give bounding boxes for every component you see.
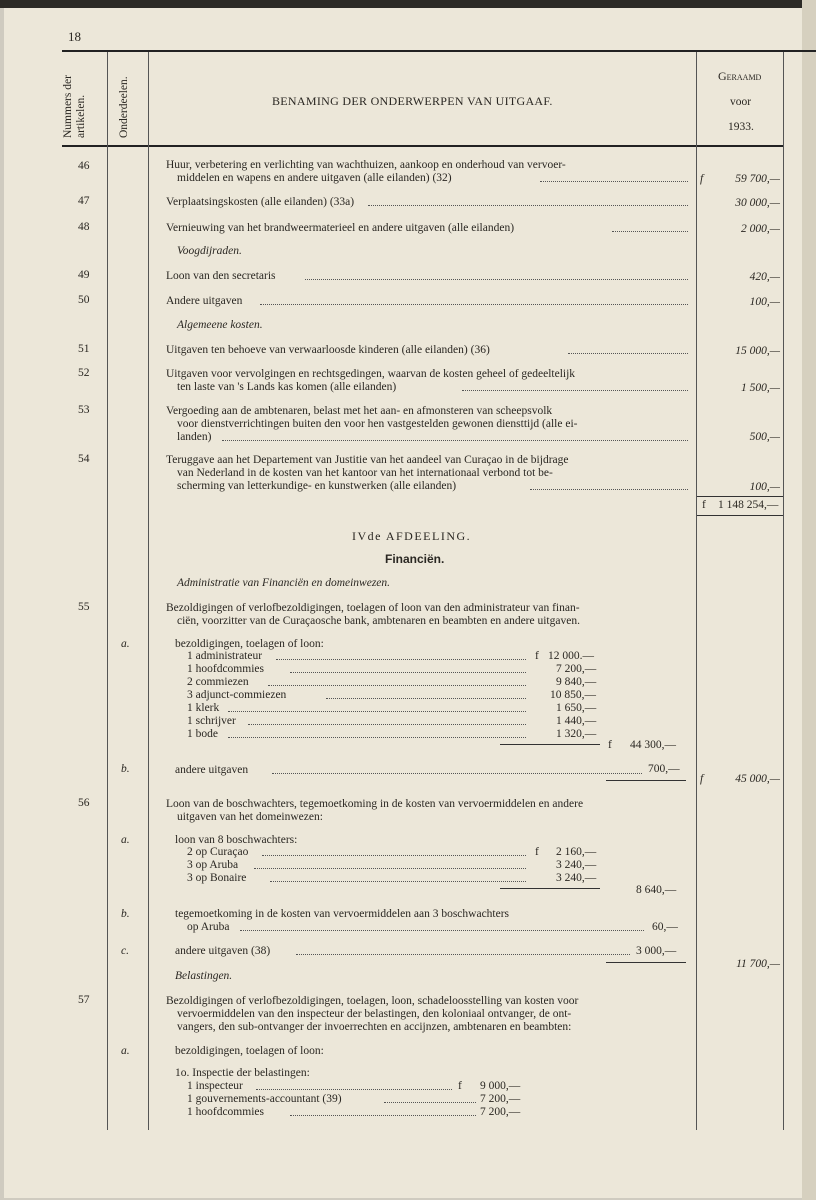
art-56-b-line2: op Aruba [187, 921, 230, 933]
list-item-currency: f [535, 650, 539, 662]
art-53-line2: voor dienstverrichtingen buiten den voor hen vastgestelden gewonen diensttijd (alle ei- [177, 418, 578, 430]
heading-belastingen: Belastingen. [175, 970, 233, 982]
list-item-label: 1 schrijver [187, 715, 236, 727]
art-50-amount: 100,— [749, 296, 780, 308]
art-57-sub-heading: 1o. Inspectie der belastingen: [175, 1067, 310, 1079]
art-55-a-heading: bezoldigingen, toelagen of loon: [175, 638, 324, 650]
art-51-amount: 15 000,— [735, 345, 780, 357]
list-item-amount: 2 160,— [556, 846, 597, 858]
sum-rule [606, 780, 686, 781]
heading-algemeene-kosten: Algemeene kosten. [177, 319, 263, 331]
list-item-label: 2 op Curaçao [187, 846, 249, 858]
heading-voogdijraden: Voogdijraden. [177, 245, 242, 257]
art-55-b-label: andere uitgaven [175, 764, 249, 776]
header-estimate-1: Geraamd [718, 69, 762, 83]
list-item-label: 1 klerk [187, 702, 220, 714]
leader-dots [262, 855, 526, 856]
art-55-part-b: b. [121, 763, 130, 775]
art-56-c-amount: 3 000,— [636, 945, 677, 957]
list-item-amount: 10 850,— [550, 689, 596, 701]
art-54-amount: 100,— [749, 481, 780, 493]
art-46-amount: 59 700,— [735, 173, 780, 185]
art-47-amount: 30 000,— [735, 197, 780, 209]
leader-dots [384, 1102, 476, 1103]
col-rule-4 [783, 52, 784, 1130]
art-55-part-a: a. [121, 638, 130, 650]
art-55-line1: Bezoldigingen of verlofbezoldigingen, toelagen of loon van den administrateur van finan- [166, 602, 580, 614]
art-56-part-a: a. [121, 834, 130, 846]
header-estimate-2: voor [730, 96, 752, 108]
art-51-line1: Uitgaven ten behoeve van verwaarloosde kinderen (alle eilanden) (36) [166, 344, 490, 356]
leader-dots [530, 489, 688, 490]
list-item-currency: f [535, 846, 539, 858]
leader-dots [305, 279, 688, 280]
art-46-line1: Huur, verbetering en verlichting van wachthuizen, aankoop en onderhoud van vervoer- [166, 159, 566, 171]
art-57-part-a: a. [121, 1045, 130, 1057]
header-numbers: Nummers der artikelen. [62, 75, 87, 138]
page-number: 18 [68, 29, 81, 44]
leader-dots [260, 304, 688, 305]
art-57-a-heading: bezoldigingen, toelagen of loon: [175, 1045, 324, 1057]
art-56-a-heading: loon van 8 boschwachters: [175, 834, 298, 846]
art-56-total: 11 700,— [736, 958, 780, 970]
art-53-line3: landen) [177, 431, 212, 443]
leader-dots [568, 353, 688, 354]
art-57-line2: vervoermiddelen van den inspecteur der belastingen, den koloniaal ontvanger, de ont- [177, 1008, 572, 1020]
art-52-number: 52 [78, 367, 90, 379]
art-57-line1: Bezoldigingen of verlofbezoldigingen, toelagen, loon, schadeloosstelling van kosten voor [166, 995, 579, 1007]
art-46-line2: middelen en wapens en andere uitgaven (alle eilanden) (32) [177, 172, 452, 184]
section-title: Financiën. [385, 552, 445, 566]
list-item-label: 1 hoofdcommies [187, 663, 264, 675]
art-52-amount: 1 500,— [741, 382, 780, 394]
leader-dots [248, 724, 526, 725]
list-item-amount: 1 320,— [556, 728, 597, 740]
section-subheading: Administratie van Financiën en domeinwezen. [177, 577, 391, 589]
art-47-number: 47 [78, 195, 90, 207]
leader-dots [540, 181, 688, 182]
list-item-label: 3 op Bonaire [187, 872, 247, 884]
leader-dots [462, 390, 688, 391]
art-56-part-c: c. [121, 945, 129, 957]
leader-dots [228, 737, 526, 738]
art-48-line1: Vernieuwing van het brandweermaterieel en andere uitgaven (alle eilanden) [166, 222, 515, 234]
art-54-line3: scherming van letterkundige- en kunstwerken (alle eilanden) [177, 480, 457, 492]
art-55-a-total-currency: f [608, 739, 612, 751]
col-rule-3 [696, 52, 697, 1130]
section-afdeeling: IVde AFDEELING. [352, 529, 472, 543]
art-53-amount: 500,— [749, 431, 780, 443]
list-item-currency: f [458, 1080, 462, 1092]
art-50-number: 50 [78, 294, 90, 306]
art-53-number: 53 [78, 404, 90, 416]
header-title: BENAMING DER ONDERWERPEN VAN UITGAAF. [272, 94, 553, 108]
list-item-amount: 1 440,— [556, 715, 597, 727]
leader-dots [276, 659, 526, 660]
art-56-b-line1: tegemoetkoming in de kosten van vervoermiddelen aan 3 boschwachters [175, 908, 510, 920]
list-item-amount: 3 240,— [556, 872, 597, 884]
art-56-number: 56 [78, 797, 90, 809]
art-49-line1: Loon van den secretaris [166, 270, 276, 282]
art-57-line3: vangers, den sub-ontvanger der invoerrechten en accijnzen, ambtenaren en beambten: [177, 1021, 572, 1033]
art-48-amount: 2 000,— [741, 223, 780, 235]
list-item-label: 3 adjunct-commiezen [187, 689, 287, 701]
list-item-label: 1 gouvernements-accountant (39) [187, 1093, 342, 1105]
col-rule-1 [107, 52, 108, 1130]
art-55-a-total: 44 300,— [630, 739, 676, 751]
leader-dots [256, 1089, 452, 1090]
art-56-a-total: 8 640,— [636, 884, 677, 896]
leader-dots [368, 205, 688, 206]
sum-rule [500, 744, 600, 745]
leader-dots [254, 868, 526, 869]
list-item-label: 1 bode [187, 728, 218, 740]
art-56-b-amount: 60,— [652, 921, 678, 933]
art-55-total-currency: f [700, 773, 704, 785]
art-50-line1: Andere uitgaven [166, 295, 243, 307]
art-48-number: 48 [78, 221, 90, 233]
list-item-label: 2 commiezen [187, 676, 249, 688]
art-54-line2: van Nederland in de kosten van het kantoor van het internationaal verbond tot be- [177, 467, 553, 479]
leader-dots [290, 672, 526, 673]
header-top-rule [62, 50, 816, 52]
art-49-amount: 420,— [749, 271, 780, 283]
col-rule-2 [148, 52, 149, 1130]
header-estimate-3: 1933. [728, 121, 754, 133]
leader-dots [326, 698, 526, 699]
art-55-b-amount: 700,— [648, 763, 680, 775]
art-55-number: 55 [78, 601, 90, 613]
leader-dots [270, 881, 526, 882]
leader-dots [240, 930, 644, 931]
leader-dots [228, 711, 526, 712]
header-bottom-rule [62, 145, 784, 147]
scan-right-edge [802, 0, 816, 1200]
header-parts: Onderdeelen. [118, 76, 130, 138]
art-56-line1: Loon van de boschwachters, tegemoetkoming in de kosten van vervoermiddelen en andere [166, 798, 584, 810]
list-item-amount: 1 650,— [556, 702, 597, 714]
subtotal-amount: 1 148 254,— [718, 499, 779, 511]
scan-top-edge [0, 0, 816, 8]
leader-dots [290, 1115, 476, 1116]
art-47-line1: Verplaatsingskosten (alle eilanden) (33a) [166, 196, 355, 208]
list-item-amount: 7 200,— [556, 663, 597, 675]
art-52-line2: ten laste van 's Lands kas komen (alle eilanden) [177, 381, 397, 393]
art-53-line1: Vergoeding aan de ambtenaren, belast met het aan- en afmonsteren van scheepsvolk [166, 405, 553, 417]
art-49-number: 49 [78, 269, 90, 281]
art-56-c-label: andere uitgaven (38) [175, 945, 271, 957]
art-54-line1: Teruggave aan het Departement van Justitie van het aandeel van Curaçao in de bijdrage [166, 454, 569, 466]
art-56-part-b: b. [121, 908, 130, 920]
art-56-line2: uitgaven van het domeinwezen: [177, 811, 323, 823]
art-52-line1: Uitgaven voor vervolgingen en rechtsgedingen, waarvan de kosten geheel of gedeeltelijk [166, 368, 576, 380]
list-item-label: 1 administrateur [187, 650, 263, 662]
list-item-amount: 7 200,— [480, 1093, 521, 1105]
subtotal-rule-bottom [697, 515, 783, 516]
art-55-line2: ciën, voorzitter van de Curaçaosche bank, ambtenaren en beambten en andere uitgaven. [177, 615, 580, 627]
list-item-amount: 12 000.— [548, 650, 594, 662]
list-item-label: 1 inspecteur [187, 1080, 243, 1092]
leader-dots [296, 954, 630, 955]
leader-dots [272, 773, 642, 774]
list-item-label: 1 hoofdcommies [187, 1106, 264, 1118]
art-51-number: 51 [78, 343, 90, 355]
list-item-amount: 3 240,— [556, 859, 597, 871]
art-54-number: 54 [78, 453, 90, 465]
subtotal-rule-top [697, 496, 783, 497]
leader-dots [612, 231, 688, 232]
list-item-amount: 9 840,— [556, 676, 597, 688]
list-item-amount: 7 200,— [480, 1106, 521, 1118]
art-55-total: 45 000,— [735, 773, 780, 785]
sum-rule [606, 962, 686, 963]
list-item-label: 3 op Aruba [187, 859, 239, 871]
currency-f: f [700, 173, 704, 185]
sum-rule [500, 888, 600, 889]
art-57-number: 57 [78, 994, 90, 1006]
list-item-amount: 9 000,— [480, 1080, 521, 1092]
subtotal-currency: f [702, 499, 706, 511]
leader-dots [222, 440, 688, 441]
art-46-number: 46 [78, 160, 90, 172]
leader-dots [268, 685, 526, 686]
